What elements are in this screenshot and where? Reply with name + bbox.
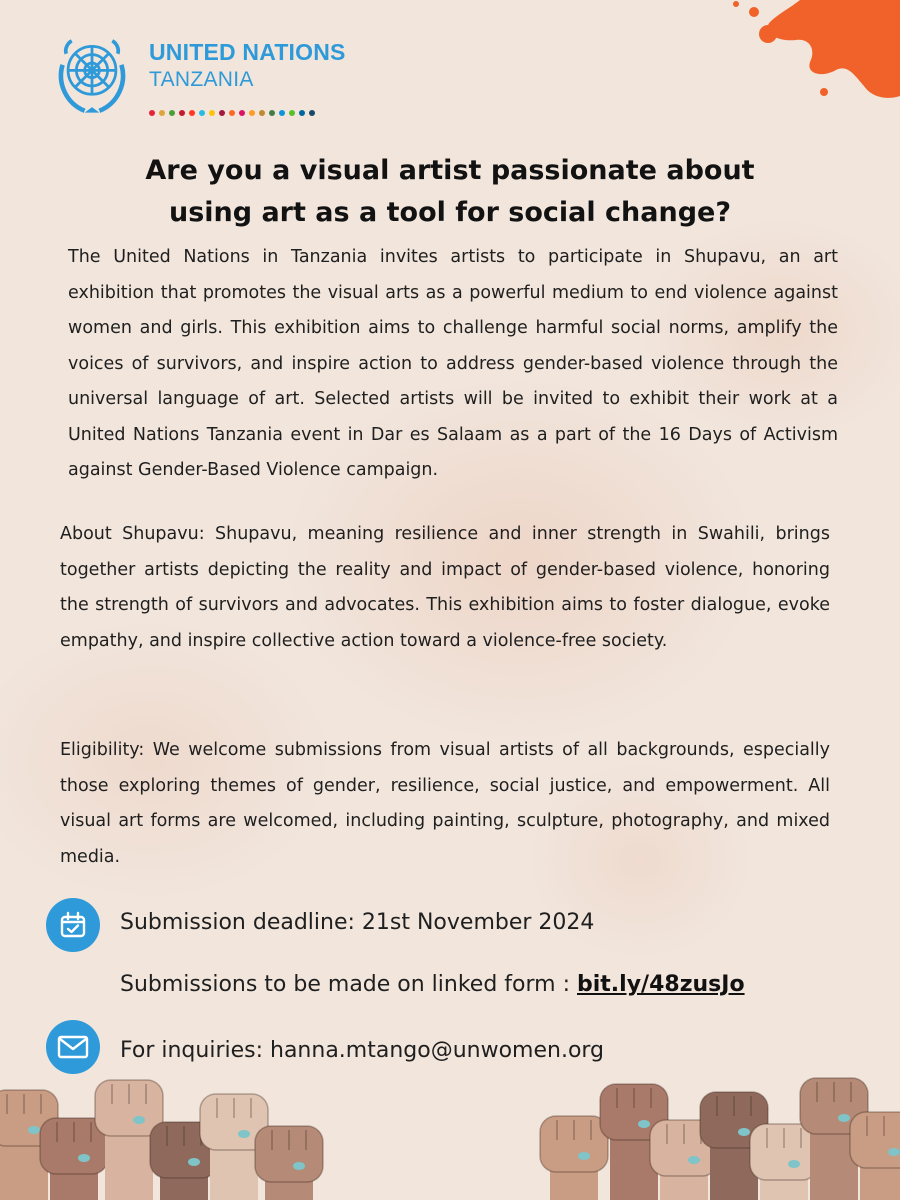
intro-paragraph: The United Nations in Tanzania invites artists to participate in Shupavu, an art exhibition that promotes the visual arts as a powerful medium to end violence against women and girls. This exhibition aims to challenge harmful social norms, amplify the voices of survivors, and inspire action to address gender-based violence through the universal language of art. Selected artists will be invited to exhibit their work at a United Nations Tanzania event in Dar es Salaam as a part of the 16 Days of Activism against Gender-Based Violence campaign.: [68, 247, 838, 480]
title-line-1: Are you a visual artist passionate about: [145, 155, 755, 186]
sdg-dot: [229, 110, 235, 116]
sdg-dot: [159, 110, 165, 116]
logo-title: UNITED NATIONS: [149, 39, 346, 65]
sdg-dot: [199, 110, 205, 116]
sdg-dot: [209, 110, 215, 116]
inquiries-contact: For inquiries: hanna.mtango@unwomen.org: [120, 1038, 605, 1063]
eligibility-paragraph: Eligibility: We welcome submissions from visual artists of all backgrounds, especially those exploring themes of gender, resilience, social justice, and empowerment. All visual art forms are welcomed, including painting, sculpture, photography, and mixed media.: [60, 740, 830, 867]
sdg-dot: [239, 110, 245, 116]
calendar-icon: [46, 898, 100, 952]
fist-icon: [540, 1116, 608, 1200]
sdg-dot: [249, 110, 255, 116]
submission-deadline: Submission deadline: 21st November 2024: [120, 910, 595, 935]
fist-icon: [255, 1126, 323, 1200]
logo-subtitle: TANZANIA: [149, 68, 254, 91]
un-tanzania-logo: [46, 24, 346, 104]
submission-line: [120, 972, 745, 997]
raised-fists-illustration: [0, 1070, 900, 1200]
sdg-dot: [299, 110, 305, 116]
sdg-dot: [289, 110, 295, 116]
sdg-dot: [149, 110, 155, 116]
sdg-dot: [169, 110, 175, 116]
mail-icon: [46, 1020, 100, 1074]
about-paragraph: About Shupavu: Shupavu, meaning resilience and inner strength in Swahili, brings together artists depicting the reality and impact of gender-based violence, honoring the strength of survivors and advocates. This exhibition aims to foster dialogue, evoke empathy, and inspire collective action toward a violence-free society.: [60, 524, 830, 651]
paint-splash: [650, 0, 900, 110]
submission-text: Submissions to be made on linked form :: [120, 972, 577, 997]
fist-icon: [750, 1124, 818, 1200]
submission-form-link[interactable]: bit.ly/48zusJo: [577, 972, 745, 997]
sdg-dot: [189, 110, 195, 116]
sdg-color-dots: [149, 110, 315, 116]
sdg-dot: [279, 110, 285, 116]
sdg-dot: [309, 110, 315, 116]
title-line-2: using art as a tool for social change?: [168, 197, 732, 228]
sdg-dot: [179, 110, 185, 116]
sdg-dot: [269, 110, 275, 116]
sdg-dot: [259, 110, 265, 116]
sdg-dot: [219, 110, 225, 116]
un-emblem-icon: [46, 28, 138, 120]
page-title: [60, 150, 840, 234]
